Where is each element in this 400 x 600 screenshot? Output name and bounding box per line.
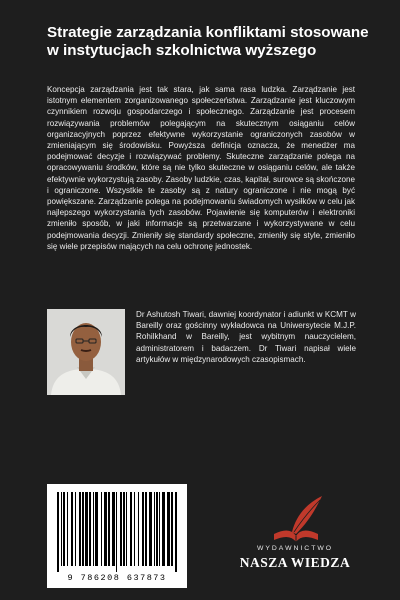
isbn-number: 9 786208 637873 <box>67 573 167 583</box>
book-feather-icon <box>230 488 360 546</box>
author-photo <box>47 309 125 395</box>
publisher-name: NASZA WIEDZA <box>239 555 351 570</box>
publisher-logo <box>230 488 360 588</box>
isbn-barcode <box>47 484 187 588</box>
book-description: Koncepcja zarządzania jest tak stara, jak sama rasa ludzka. Zarządzanie jest istotnym elementem zorganizowanego społeczeństwa. Zarządzanie jest kluczowym czynnikiem rozwoju gospodarczego i społecznego. Zarządzanie jest procesem rozwiązywania problemów polegającym na skutecznym osiąganiu celów organizacyjnych poprzez efektywne wykorzystanie ograniczonych zasobów w zmieniającym się środowisku. Powyższa definicja oznacza, że menedżer ma podejmować decyzje i rozwiązywać problemy. Skuteczne zarządzanie polega na opracowywaniu środków, które są nie tylko skuteczne w osiąganiu celów, ale także efektywnie wykorzystują zasoby. Zasoby ludzkie, czas, kapitał, surowce są skończone i ograniczone. Wszystkie te zasoby są z natury ograniczone i nie mogą być powiększane. Zarządzanie polega na podejmowaniu świadomych wysiłków w celu jak najlepszego wykorzystania tych zasobów. Pojawienie się komputerów i elektroniki zmieniło sposób, w jaki informacje są przetwarzane i wykorzystywane w celu podejmowania decyzji. Zmieniły się standardy społeczne, zmieniły się style, zmieniło się wiele przepisów mających na celu ochronę jednostek. <box>47 85 355 251</box>
publisher-label: WYDAWNICTWO <box>256 545 334 552</box>
author-bio: Dr Ashutosh Tiwari, dawniej koordynator i adiunkt w KCMT w Bareilly oraz gościnny wykładowca na Uniwersytecie M.J.P. Rohilkhand w Bareilly, jest wybitnym nauczycielem, administratorem i badaczem. Dr Tiwari napisał wiele artykułów w międzynarodowych czasopismach. <box>136 310 356 364</box>
book-title: Strategie zarządzania konfliktami stosowane w instytucjach szkolnictwa wyższego <box>47 24 369 59</box>
